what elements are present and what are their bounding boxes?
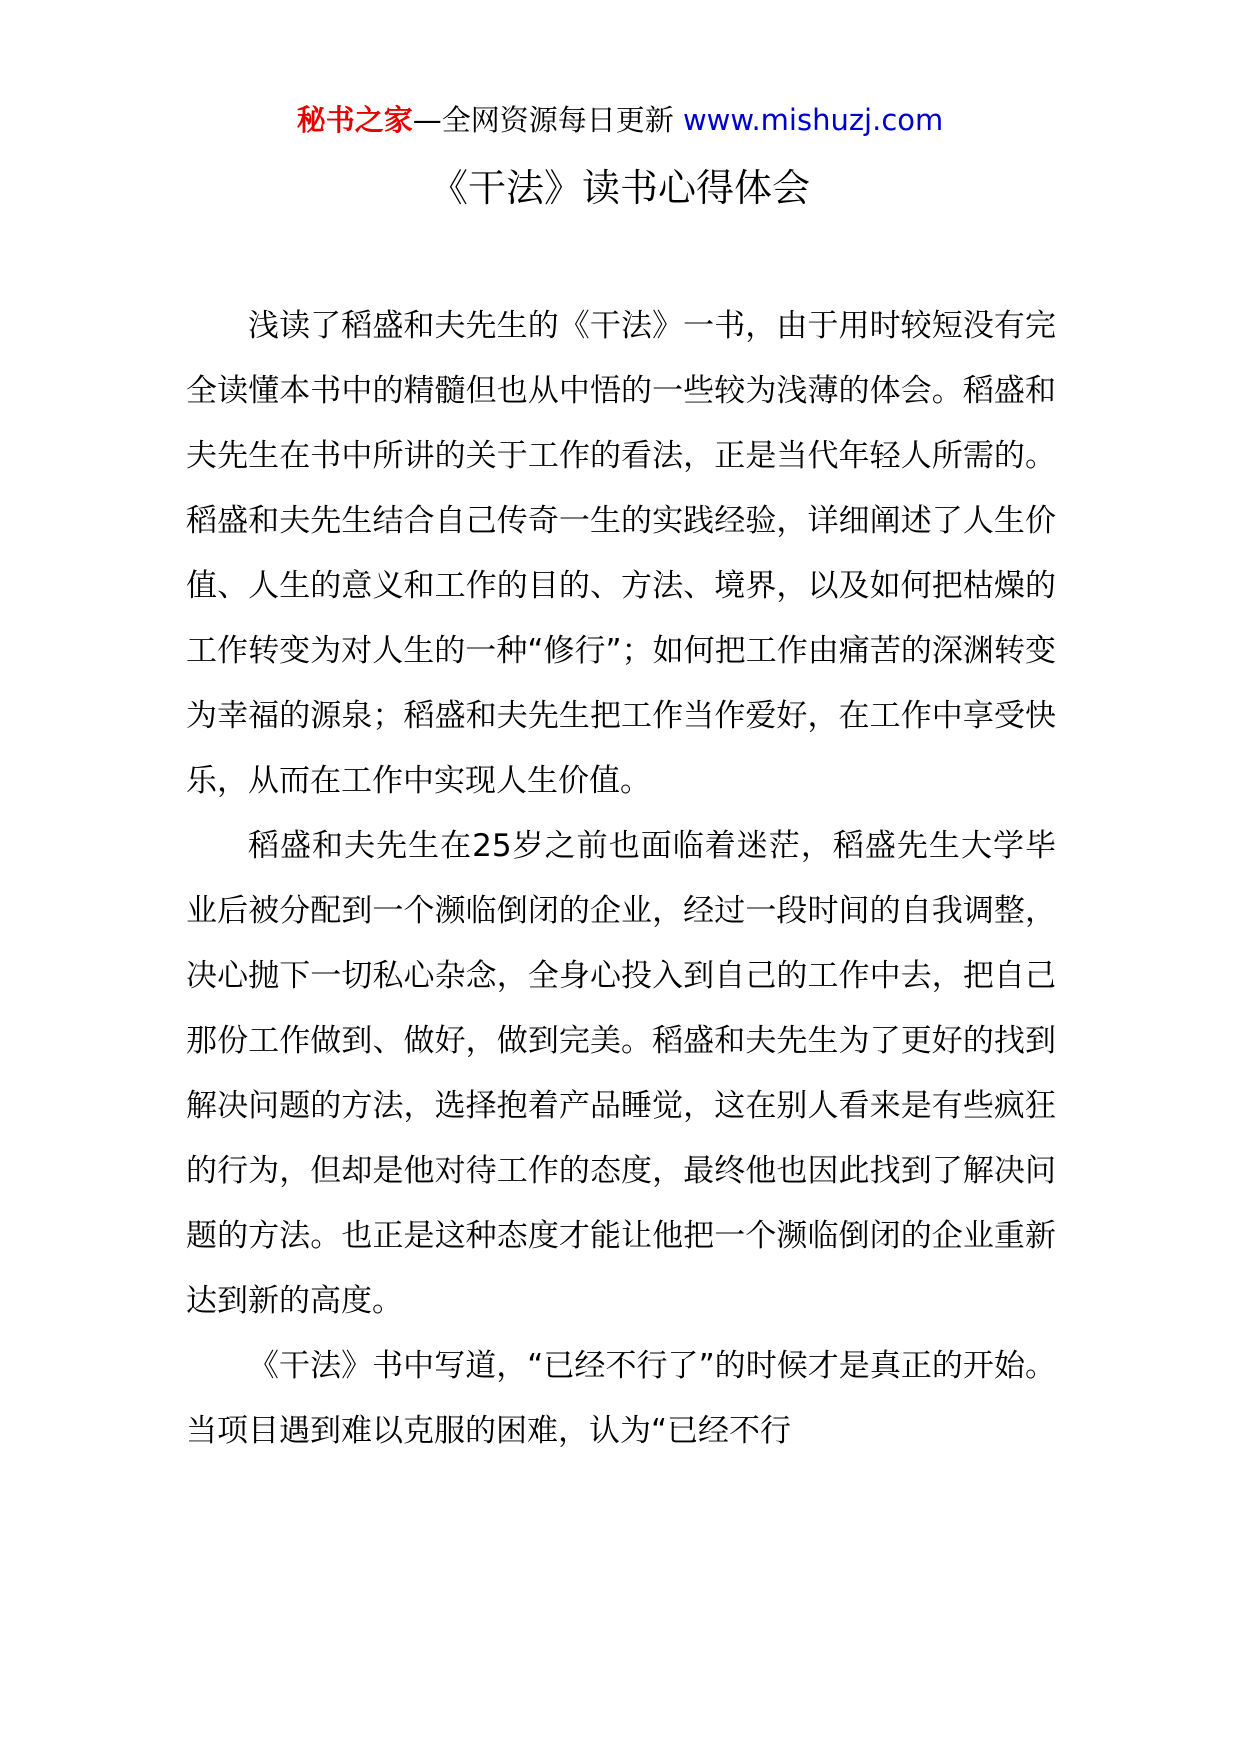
site-header xyxy=(0,98,1240,142)
site-url-link[interactable]: www.mishuzj.com xyxy=(682,103,944,137)
header-tagline: —全网资源每日更新 xyxy=(412,103,674,137)
document-title: 《干法》读书心得体会 xyxy=(429,166,810,210)
brand-name: 秘书之家 xyxy=(296,103,413,137)
paragraph-3: 《干法》书中写道，“已经不行了”的时候才是真正的开始。当项目遇到难以克服的困难，认为“已经不行 xyxy=(186,1348,1056,1449)
document-body xyxy=(186,294,1056,1464)
paragraph-1: 浅读了稻盛和夫先生的《干法》一书，由于用时较短没有完全读懂本书中的精髓但也从中悟的一些较为浅薄的体会。稻盛和夫先生在书中所讲的关于工作的看法，正是当代年轻人所需的。稻盛和夫先生结合自己传奇一生的实践经验，详细阐述了人生价值、人生的意义和工作的目的、方法、境界，以及如何把枯燥的工作转变为对人生的一种“修行”；如何把工作由痛苦的深渊转变为幸福的源泉；稻盛和夫先生把工作当作爱好，在工作中享受快乐，从而在工作中实现人生价值。 xyxy=(186,308,1056,799)
paragraph-2: 稻盛和夫先生在25岁之前也面临着迷茫，稻盛先生大学毕业后被分配到一个濒临倒闭的企业，经过一段时间的自我调整，决心抛下一切私心杂念，全身心投入到自己的工作中去，把自己那份工作做到、做好，做到完美。稻盛和夫先生为了更好的找到解决问题的方法，选择抱着产品睡觉，这在别人看来是有些疯狂的行为，但却是他对待工作的态度，最终他也因此找到了解决问题的方法。也正是这种态度才能让他把一个濒临倒闭的企业重新达到新的高度。 xyxy=(186,828,1056,1319)
